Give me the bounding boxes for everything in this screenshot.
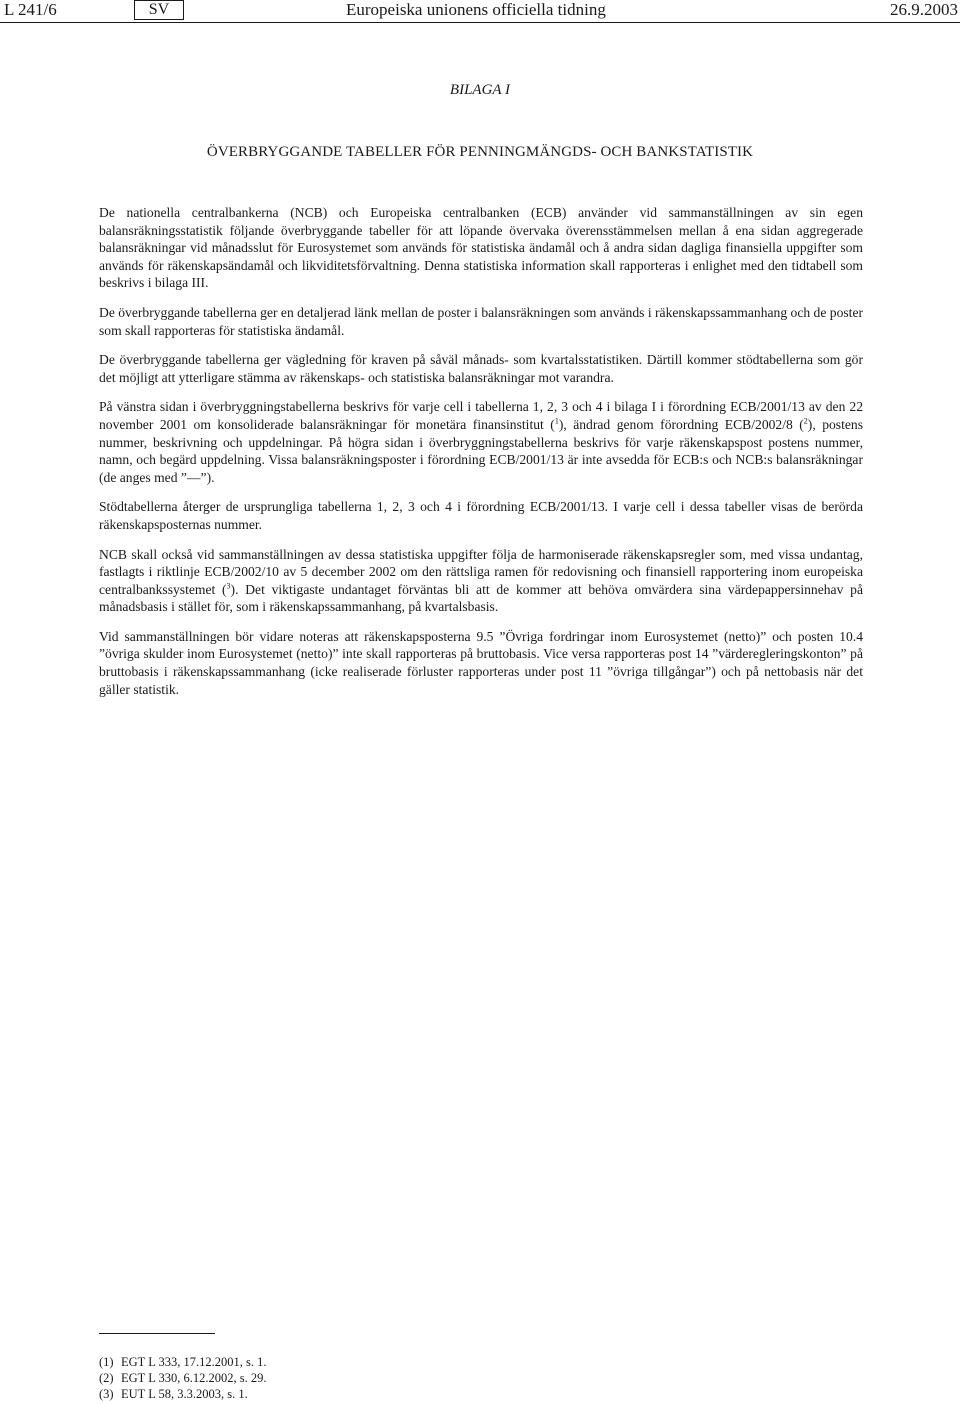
paragraph-6-part-a: NCB skall också vid sammanställningen av dessa statistiska uppgifter följa de harmoniserade räkenskapsregler som, med vissa undantag, fastlagts i riktlinje ECB/2002/10 av 5 december 2002 om den rättsliga ramen för redovisning och finansiell rapportering inom europeiska centralbankssystemet (: [99, 546, 863, 597]
footnote-item: [99, 1386, 699, 1402]
paragraph-2: De överbryggande tabellerna ger en detaljerad länk mellan de poster i balansräkningen som används i räkenskapssammanhang och de poster som skall rapporteras för statistiska ändamål.: [99, 304, 863, 338]
paragraph-4-part-c: ), postens nummer, beskrivning och uppdelningar. På högra sidan i överbryggningstabellerna beskrivs för varje räkenskapspost postens nummer, namn, och begärd uppdelning. Vissa balansräkningsposter i förordning ECB/2001/13 är inte avsedda för ECB:s och NCB:s balansräkningar (de anges med ”—”).: [99, 416, 863, 485]
paragraph-5: Stödtabellerna återger de ursprungliga tabellerna 1, 2, 3 och 4 i förordning ECB/2001/13. I varje cell i dessa tabeller visas de berörda räkenskapsposternas nummer.: [99, 499, 863, 532]
paragraph-4-part-a: På vänstra sidan i överbryggningstabellerna beskrivs för varje cell i tabellerna 1, 2, 3 och 4 i bilaga I i förordning ECB/2001/13 av den 22 november 2001 om konsoliderade balansräkningar för monetära finansinstitut (: [99, 399, 863, 432]
footnote-item: [99, 1354, 699, 1370]
header-divider: [0, 22, 960, 23]
footnote-ref-2: 2: [803, 416, 808, 426]
footnote-mark: (1): [99, 1355, 114, 1369]
footnote-text: EUT L 58, 3.3.2003, s. 1.: [121, 1387, 248, 1401]
footnote-ref-1: 1: [554, 416, 559, 426]
paragraph-6: [99, 546, 863, 616]
footnote-text: EGT L 333, 17.12.2001, s. 1.: [121, 1355, 267, 1369]
annex-title: ÖVERBRYGGANDE TABELLER FÖR PENNINGMÄNGDS- OCH BANKSTATISTIK: [206, 144, 754, 160]
paragraph-4-part-b: ), ändrad genom förordning ECB/2002/8 (: [558, 416, 804, 432]
paragraph-4: [99, 398, 863, 486]
paragraph-3: De överbryggande tabellerna ger vägledning för kraven på såväl månads- som kvartalsstatistiken. Därtill kommer stödtabellerna som gör det möjligt att ytterligare stämma av räkenskaps- och statistiska balansräkningar mot varandra.: [99, 352, 863, 385]
paragraph-7: Vid sammanställningen bör vidare noteras att räkenskapsposterna 9.5 ”Övriga fordringar inom Eurosystemet (netto)” och posten 10.4 ”övriga skulder inom Eurosystemet (netto)” inte skall rapporteras på bruttobasis. Vice versa rapporteras post 14 ”värderegleringskonton” på bruttobasis i räkenskapssammanhang (icke realiserade förluster rapporteras under post 11 ”övriga tillgångar”) och på nettobasis när det gäller statistik.: [99, 628, 863, 697]
publication-date: 26.9.2003: [890, 0, 958, 19]
paragraph-6-part-b: ). Det viktigaste undantaget förväntas bli att de kommer att behöva omvärdera sina värdepappersinnehav på månadsbasis i stället för, som i räkenskapssammanhang, på kvartalsbasis.: [99, 581, 863, 615]
footnote-mark: (2): [99, 1371, 114, 1385]
footnote-mark: (3): [99, 1387, 114, 1401]
language-code-box: SV: [134, 0, 184, 20]
footnote-item: [99, 1370, 699, 1386]
annex-label: BILAGA I: [449, 82, 511, 98]
footnote-divider: [99, 1333, 215, 1334]
footnotes: [99, 1354, 699, 1402]
journal-title: Europeiska unionens officiella tidning: [346, 0, 606, 19]
page-reference: L 241/6: [4, 0, 57, 19]
footnote-text: EGT L 330, 6.12.2002, s. 29.: [121, 1371, 267, 1385]
document-body: [99, 204, 863, 710]
footnote-ref-3: 3: [226, 581, 231, 591]
paragraph-1: De nationella centralbankerna (NCB) och Europeiska centralbanken (ECB) använder vid sammanställningen av sin egen balansräkningsstatistik följande överbryggande tabeller för att löpande övervaka överensstämmelsen mellan å ena sidan aggregerade balansräkningar vid månadsslut för Eurosystemet som används för statistiska ändamål och å andra sidan dagliga finansiella uppgifter som används för räkenskapsändamål och likviditetsförvaltning. Denna statistiska information skall rapporteras i enlighet med den tidtabell som beskrivs i bilaga III.: [99, 205, 863, 291]
